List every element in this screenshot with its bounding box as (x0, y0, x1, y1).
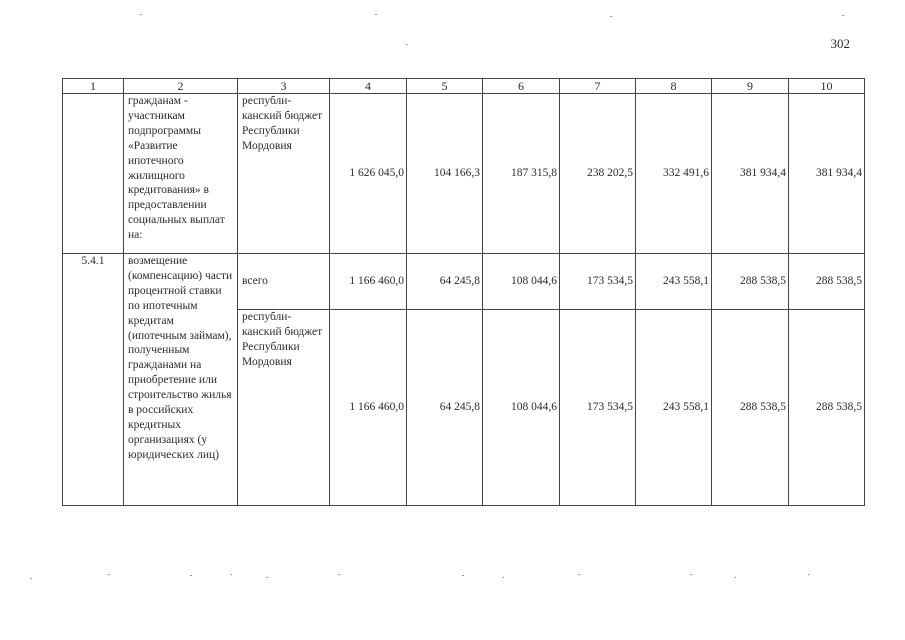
column-number-cell: 4 (330, 79, 407, 94)
column-number-cell: 8 (636, 79, 712, 94)
scan-speck (108, 574, 110, 575)
value-cell: 173 534,5 (560, 254, 636, 310)
value-cell: 243 558,1 (636, 310, 712, 506)
scan-speck (734, 577, 736, 578)
column-number-cell: 7 (560, 79, 636, 94)
scan-speck (338, 574, 340, 575)
value-cell: 238 202,5 (560, 94, 636, 254)
scan-speck (266, 577, 268, 578)
funding-source-cell: республи-канский бюджет Республики Мордовия (238, 94, 330, 254)
value-cell: 64 245,8 (407, 254, 483, 310)
item-description-cell: возмещение (компенсацию) части процентной ставки по ипотечным кредитам (ипотечным займам), полученным гражданами на приобретение или строительство жилья в российских кредитных организациях (у юридических лиц) (124, 254, 238, 506)
column-number-cell: 10 (789, 79, 865, 94)
scan-speck (502, 577, 504, 578)
table-row (63, 254, 865, 310)
value-cell: 1 166 460,0 (330, 310, 407, 506)
value-cell: 288 538,5 (712, 310, 789, 506)
column-number-row (63, 79, 865, 94)
scan-speck (842, 15, 844, 16)
value-cell: 243 558,1 (636, 254, 712, 310)
value-cell: 187 315,8 (483, 94, 560, 254)
scan-speck (610, 16, 612, 17)
value-cell: 288 538,5 (712, 254, 789, 310)
table-row (63, 94, 865, 254)
value-cell: 288 538,5 (789, 310, 865, 506)
value-cell: 1 626 045,0 (330, 94, 407, 254)
item-number-cell: 5.4.1 (63, 254, 124, 506)
value-cell: 108 044,6 (483, 254, 560, 310)
value-cell: 381 934,4 (712, 94, 789, 254)
page-number: 302 (830, 36, 850, 51)
scan-speck (190, 575, 192, 576)
scan-speck (808, 574, 810, 575)
scan-speck (375, 14, 377, 15)
value-cell: 1 166 460,0 (330, 254, 407, 310)
value-cell: 288 538,5 (789, 254, 865, 310)
value-cell: 173 534,5 (560, 310, 636, 506)
item-description-cell: гражданам - участникам подпрограммы «Развитие ипотечного жилищного кредитования» в предоставлении социальных выплат на: (124, 94, 238, 254)
item-number-cell (63, 94, 124, 254)
scan-speck (140, 14, 142, 15)
column-number-cell: 9 (712, 79, 789, 94)
funding-source-cell: республи-канский бюджет Республики Мордовия (238, 310, 330, 506)
value-cell: 64 245,8 (407, 310, 483, 506)
scan-speck (462, 575, 464, 576)
scan-speck (690, 574, 692, 575)
scan-speck (30, 578, 32, 579)
funding-source-cell: всего (238, 254, 330, 310)
scan-speck (230, 574, 232, 575)
column-number-cell: 5 (407, 79, 483, 94)
column-number-cell: 2 (124, 79, 238, 94)
scan-speck (578, 574, 580, 575)
column-number-cell: 1 (63, 79, 124, 94)
budget-table (62, 78, 865, 506)
value-cell: 104 166,3 (407, 94, 483, 254)
value-cell: 332 491,6 (636, 94, 712, 254)
value-cell: 108 044,6 (483, 310, 560, 506)
scan-speck (406, 44, 408, 45)
value-cell: 381 934,4 (789, 94, 865, 254)
column-number-cell: 6 (483, 79, 560, 94)
column-number-cell: 3 (238, 79, 330, 94)
